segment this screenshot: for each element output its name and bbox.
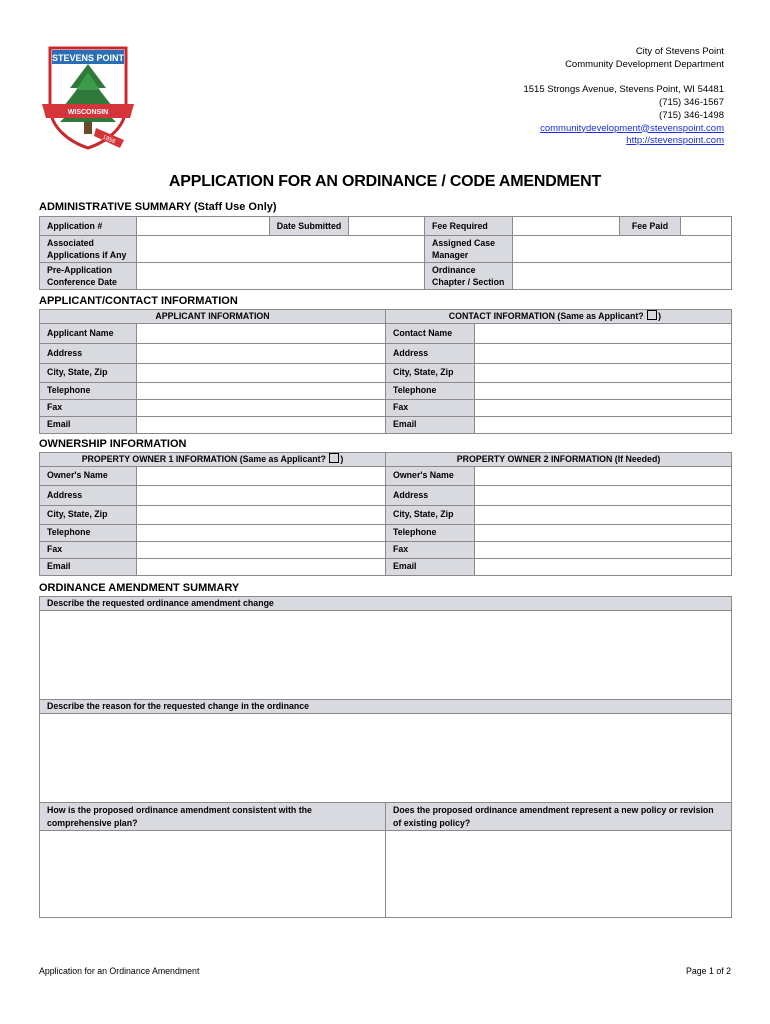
owner2-telephone-field[interactable] xyxy=(475,524,732,541)
owner2-email-field[interactable] xyxy=(475,558,732,575)
owner1-fax-field[interactable] xyxy=(137,541,386,558)
owner1-fax-label: Fax xyxy=(40,541,137,558)
owner2-name-field[interactable] xyxy=(475,466,732,485)
contact-city-label: City, State, Zip xyxy=(386,363,475,382)
org-department: Community Development Department xyxy=(565,58,724,70)
applicant-fax-field[interactable] xyxy=(137,399,386,416)
applicant-address-field[interactable] xyxy=(137,343,386,363)
date-submitted-label: Date Submitted xyxy=(270,217,349,236)
owner1-telephone-label: Telephone xyxy=(40,524,137,541)
associated-applications-field[interactable] xyxy=(137,236,425,263)
comprehensive-plan-label: How is the proposed ordinance amendment consistent with the comprehensive plan? xyxy=(40,803,386,831)
contact-email-field[interactable] xyxy=(475,416,732,433)
applicant-city-label: City, State, Zip xyxy=(40,363,137,382)
owner1-email-field[interactable] xyxy=(137,558,386,575)
comprehensive-plan-field[interactable] xyxy=(40,831,386,918)
same-as-applicant-checkbox[interactable] xyxy=(647,310,657,320)
amendment-summary-table xyxy=(39,596,732,918)
applicant-email-field[interactable] xyxy=(137,416,386,433)
org-street-address: 1515 Strongs Avenue, Stevens Point, WI 54481 xyxy=(523,84,724,96)
org-website-link[interactable]: http://stevenspoint.com xyxy=(626,135,724,147)
ownership-table xyxy=(39,452,732,576)
amendment-summary-heading: ORDINANCE AMENDMENT SUMMARY xyxy=(39,582,240,594)
owner1-city-field[interactable] xyxy=(137,505,386,524)
fee-paid-label: Fee Paid xyxy=(620,217,681,236)
policy-revision-field[interactable] xyxy=(386,831,732,918)
associated-applications-label: Associated Applications if Any xyxy=(40,236,137,263)
ordinance-chapter-field[interactable] xyxy=(513,263,732,290)
contact-name-label: Contact Name xyxy=(386,323,475,343)
contact-city-field[interactable] xyxy=(475,363,732,382)
ownership-heading: OWNERSHIP INFORMATION xyxy=(39,438,187,450)
ordinance-chapter-label: Ordinance Chapter / Section xyxy=(425,263,513,290)
change-reason-field[interactable] xyxy=(40,714,732,803)
applicant-city-field[interactable] xyxy=(137,363,386,382)
contact-address-label: Address xyxy=(386,343,475,363)
owner2-city-field[interactable] xyxy=(475,505,732,524)
applicant-fax-label: Fax xyxy=(40,399,137,416)
owner2-address-field[interactable] xyxy=(475,485,732,505)
owner2-address-label: Address xyxy=(386,485,475,505)
policy-revision-label: Does the proposed ordinance amendment represent a new policy or revision of existing policy? xyxy=(386,803,732,831)
owner-same-as-applicant-checkbox[interactable] xyxy=(329,453,339,463)
owner1-address-field[interactable] xyxy=(137,485,386,505)
owner2-fax-label: Fax xyxy=(386,541,475,558)
application-number-label: Application # xyxy=(40,217,137,236)
city-seal-logo xyxy=(40,44,136,152)
applicant-name-label: Applicant Name xyxy=(40,323,137,343)
owner1-info-header: PROPERTY OWNER 1 INFORMATION (Same as Applicant? ) xyxy=(40,453,386,467)
applicant-email-label: Email xyxy=(40,416,137,433)
owner1-email-label: Email xyxy=(40,558,137,575)
fee-required-field[interactable] xyxy=(513,217,620,236)
svg-text:STEVENS POINT: STEVENS POINT xyxy=(51,53,125,63)
applicant-telephone-label: Telephone xyxy=(40,382,137,399)
applicant-telephone-field[interactable] xyxy=(137,382,386,399)
owner2-fax-field[interactable] xyxy=(475,541,732,558)
org-name: City of Stevens Point xyxy=(635,46,724,57)
application-number-field[interactable] xyxy=(137,217,270,236)
owner2-telephone-label: Telephone xyxy=(386,524,475,541)
change-reason-label: Describe the reason for the requested change in the ordinance xyxy=(40,700,732,714)
date-submitted-field[interactable] xyxy=(349,217,425,236)
pre-application-date-label: Pre-Application Conference Date xyxy=(40,263,137,290)
assigned-case-manager-field[interactable] xyxy=(513,236,732,263)
svg-text:WISCONSIN: WISCONSIN xyxy=(67,109,109,116)
org-phone-2: (715) 346-1498 xyxy=(659,109,724,121)
page-title: APPLICATION FOR AN ORDINANCE / CODE AMENDMENT xyxy=(168,173,602,190)
assigned-case-manager-label: Assigned Case Manager xyxy=(425,236,513,263)
applicant-address-label: Address xyxy=(40,343,137,363)
admin-summary-heading: ADMINISTRATIVE SUMMARY (Staff Use Only) xyxy=(39,201,277,213)
org-email-link[interactable]: communitydevelopment@stevenspoint.com xyxy=(540,122,724,134)
applicant-info-header: APPLICANT INFORMATION xyxy=(40,310,386,324)
admin-summary-table xyxy=(39,216,732,290)
owner2-email-label: Email xyxy=(386,558,475,575)
owner1-name-field[interactable] xyxy=(137,466,386,485)
owner2-city-label: City, State, Zip xyxy=(386,505,475,524)
applicant-name-field[interactable] xyxy=(137,323,386,343)
contact-address-field[interactable] xyxy=(475,343,732,363)
contact-email-label: Email xyxy=(386,416,475,433)
footer-page-number: Page 1 of 2 xyxy=(686,966,731,976)
owner1-name-label: Owner's Name xyxy=(40,466,137,485)
contact-fax-label: Fax xyxy=(386,399,475,416)
contact-info-header: CONTACT INFORMATION (Same as Applicant? ) xyxy=(386,310,732,324)
footer-form-name: Application for an Ordinance Amendment xyxy=(39,966,200,976)
fee-paid-field[interactable] xyxy=(681,217,732,236)
fee-required-label: Fee Required xyxy=(425,217,513,236)
owner1-address-label: Address xyxy=(40,485,137,505)
applicant-contact-table xyxy=(39,309,732,434)
contact-fax-field[interactable] xyxy=(475,399,732,416)
pre-application-date-field[interactable] xyxy=(137,263,425,290)
org-address-block xyxy=(523,46,724,148)
svg-text:1858: 1858 xyxy=(101,134,116,146)
contact-telephone-label: Telephone xyxy=(386,382,475,399)
owner1-city-label: City, State, Zip xyxy=(40,505,137,524)
owner2-name-label: Owner's Name xyxy=(386,466,475,485)
org-phone-1: (715) 346-1567 xyxy=(659,97,724,109)
owner2-info-header: PROPERTY OWNER 2 INFORMATION (If Needed) xyxy=(386,453,732,467)
contact-name-field[interactable] xyxy=(475,323,732,343)
applicant-contact-heading: APPLICANT/CONTACT INFORMATION xyxy=(39,295,238,307)
contact-telephone-field[interactable] xyxy=(475,382,732,399)
requested-change-label: Describe the requested ordinance amendment change xyxy=(40,597,732,611)
owner1-telephone-field[interactable] xyxy=(137,524,386,541)
requested-change-field[interactable] xyxy=(40,611,732,700)
